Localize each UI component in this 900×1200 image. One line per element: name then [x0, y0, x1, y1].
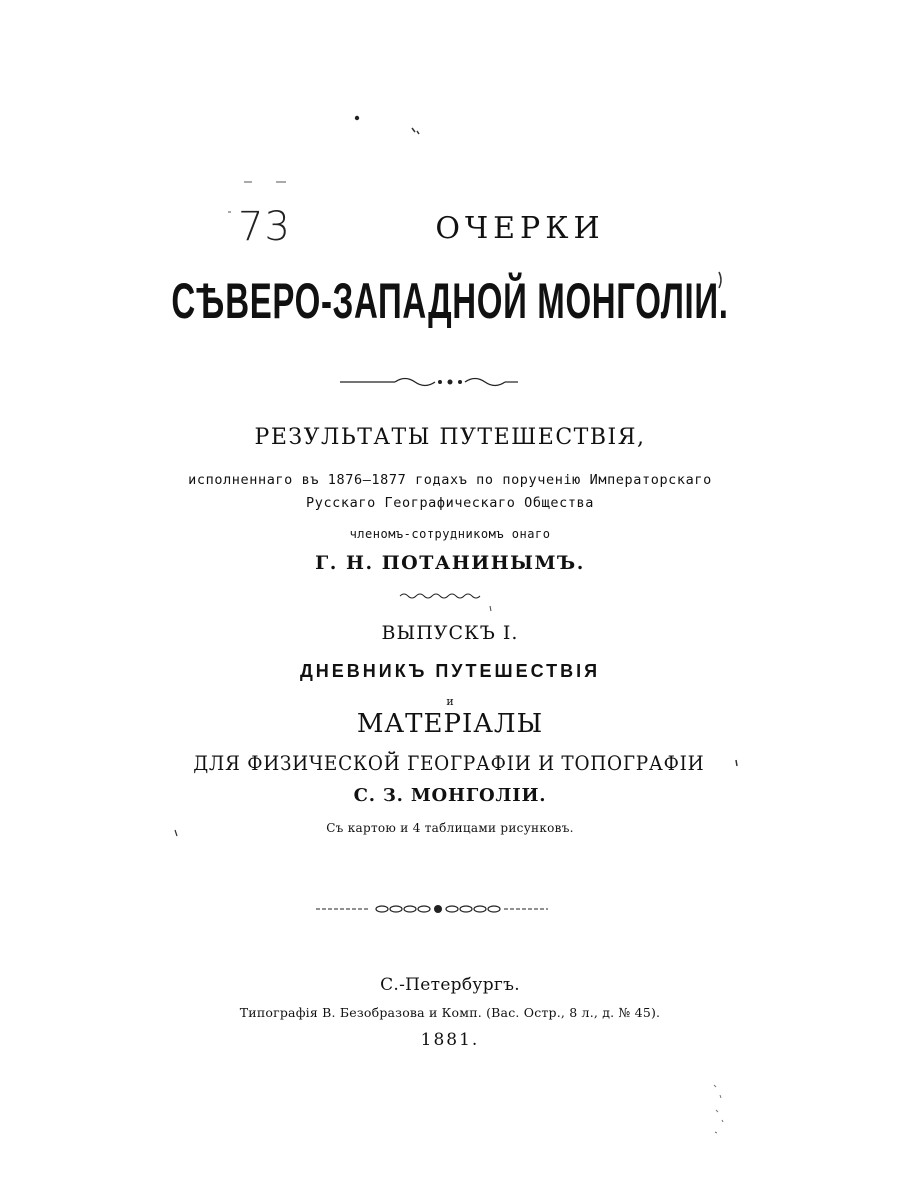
- handwritten-number: 73: [238, 204, 291, 250]
- materials-line-2: ДЛЯ ФИЗИЧЕСКОЙ ГЕОГРАФІИ И ТОПОГРАФІИ: [193, 751, 705, 775]
- printer-imprint: Типографія В. Безобразова и Комп. (Вас. Остр., 8 л., д. № 45).: [239, 1005, 661, 1020]
- materials-heading: МАТЕРІАЛЫ: [356, 709, 544, 739]
- main-title: СѢВЕРО-ЗАПАДНОЙ МОНГОЛІИ.: [171, 273, 729, 329]
- materials-line-3: С. З. МОНГОЛІИ.: [353, 785, 547, 806]
- illustrations-note: Съ картою и 4 таблицами рисунковъ.: [326, 821, 574, 835]
- subtitle-line-4: членомъ-сотрудникомъ онаго: [349, 527, 551, 541]
- title-line-1: ОЧЕРКИ: [435, 211, 605, 246]
- conjunction: и: [446, 695, 454, 708]
- city: С.-Петербургъ.: [380, 975, 520, 995]
- issue-number: ВЫПУСКЪ I.: [381, 622, 519, 644]
- ornament-divider-top: [0, 372, 900, 392]
- publication-year: 1881.: [420, 1030, 480, 1050]
- ornament-divider-bottom: [0, 900, 900, 918]
- author-name: Г. Н. ПОТАНИНЫМЪ.: [315, 552, 585, 574]
- ornament-divider-small: [0, 590, 900, 602]
- subtitle: РЕЗУЛЬТАТЫ ПУТЕШЕСТВІЯ,: [254, 425, 646, 450]
- subtitle-line-3: Русскаго Географическаго Общества: [305, 495, 594, 511]
- part-title: ДНЕВНИКЪ ПУТЕШЕСТВІЯ: [299, 661, 601, 681]
- subtitle-line-2: исполненнаго въ 1876—1877 годахъ по порученію Императорскаго: [188, 472, 712, 488]
